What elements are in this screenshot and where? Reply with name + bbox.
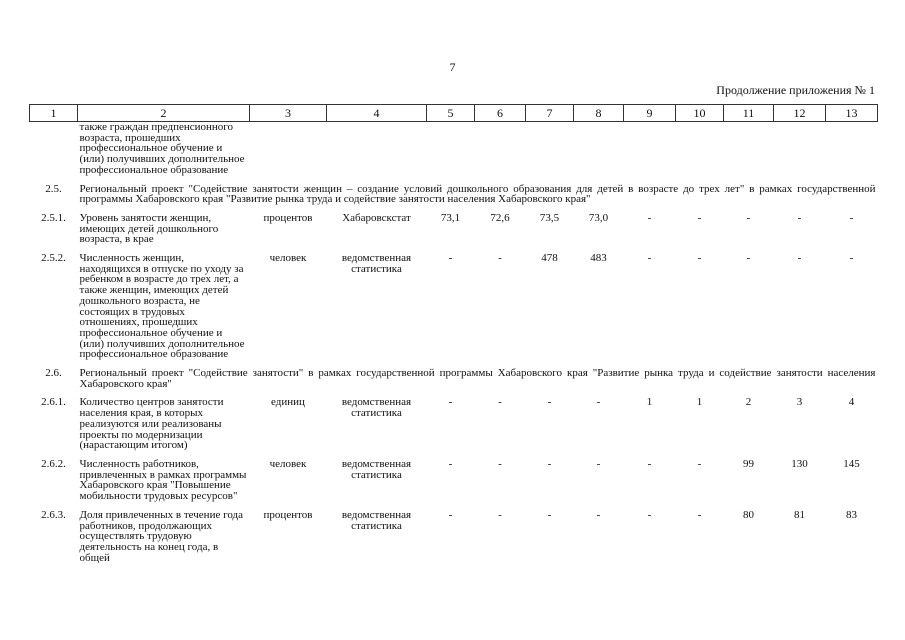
value-cell: 478 <box>541 253 558 265</box>
page-number: 7 <box>449 60 456 74</box>
unit-cell: процентов <box>263 212 313 224</box>
value-cell: - <box>797 253 802 265</box>
spacer-cell <box>30 389 878 397</box>
value-cell: - <box>498 397 502 409</box>
row-spacer <box>30 245 878 253</box>
row-number: 2.5.1. <box>41 212 66 224</box>
header-cell: 5 <box>427 105 475 122</box>
source-cell: ведомственная статистика <box>341 458 412 481</box>
value-cell: - <box>448 458 453 470</box>
row-spacer <box>30 502 878 510</box>
value-cell: - <box>547 509 552 521</box>
table-row <box>30 397 878 451</box>
table-row <box>30 459 878 502</box>
value-cell: 83 <box>846 509 857 521</box>
row-spacer <box>30 451 878 459</box>
row-number <box>30 122 78 176</box>
value-cell: 145 <box>843 458 860 470</box>
value-cell: 99 <box>743 458 754 470</box>
spacer-cell <box>30 176 878 184</box>
value-cell: - <box>448 397 453 409</box>
section-title: Региональный проект "Содействие занятости женщин – создание условий дошкольного образования для детей в возрасте до трех лет" в рамках государственной программы Хабаровского края "Развитие рынка труда и содействие занятости населения Хабаровского края" <box>79 183 876 205</box>
spacer-cell <box>30 451 878 459</box>
value-cell: - <box>547 397 552 409</box>
row-number: 2.6.2. <box>41 458 66 470</box>
unit-cell: единиц <box>271 397 305 409</box>
empty-cell <box>624 122 676 176</box>
value-cell: - <box>746 253 751 265</box>
header-cell: 3 <box>250 105 327 122</box>
empty-cell <box>826 122 878 176</box>
value-cell: - <box>448 509 453 521</box>
section-row <box>30 368 878 389</box>
spacer-cell <box>30 205 878 213</box>
value-cell: 73,0 <box>588 212 609 224</box>
indicator-name: также граждан предпенсионного возраста, прошедших профессиональное обучение и (или) получивших дополнительное профессиональное образование <box>79 121 245 176</box>
value-cell: 1 <box>646 397 653 409</box>
value-cell: - <box>596 509 601 521</box>
spacer-cell <box>30 245 878 253</box>
value-cell: 4 <box>848 397 855 409</box>
value-cell: 130 <box>791 458 808 470</box>
empty-cell <box>475 122 526 176</box>
header-cell: 12 <box>774 105 826 122</box>
row-number: 2.6.3. <box>41 509 66 521</box>
section-number: 2.5. <box>45 183 62 195</box>
indicator-name: Численность женщин, находящихся в отпуске по уходу за ребенком в возрасте до трех лет, а также женщин, имеющих детей дошкольного возраста, не состоящих в трудовых отношениях, прошедших профессиональное обучение и (или) получивших дополнительное профессиональное образование <box>79 253 245 361</box>
value-cell: 81 <box>794 509 805 521</box>
section-title: Региональный проект "Содействие занятости" в рамках государственной программы Хабаровского края "Развитие рынка труда и содействие занятости населения Хабаровского края" <box>79 368 876 390</box>
value-cell: - <box>498 253 502 265</box>
value-cell: 483 <box>590 253 607 265</box>
value-cell: - <box>697 509 702 521</box>
value-cell: - <box>596 397 601 409</box>
empty-cell <box>327 122 427 176</box>
value-cell: - <box>596 458 601 470</box>
value-cell: - <box>797 212 802 224</box>
empty-cell <box>774 122 826 176</box>
empty-cell <box>526 122 574 176</box>
unit-cell: человек <box>269 458 307 470</box>
header-cell: 9 <box>624 105 676 122</box>
value-cell: 1 <box>696 397 703 409</box>
value-cell: - <box>647 253 652 265</box>
source-cell: ведомственная статистика <box>341 397 412 420</box>
empty-cell <box>574 122 624 176</box>
header-cell: 2 <box>78 105 250 122</box>
header-cell: 4 <box>327 105 427 122</box>
header-cell: 1 <box>30 105 78 122</box>
empty-cell <box>427 122 475 176</box>
table-row <box>30 510 878 564</box>
value-cell: - <box>498 458 502 470</box>
value-cell: - <box>647 212 652 224</box>
value-cell: - <box>697 212 702 224</box>
value-cell: - <box>647 509 652 521</box>
header-cell: 10 <box>676 105 724 122</box>
unit-cell: процентов <box>263 509 313 521</box>
table-row <box>30 213 878 245</box>
empty-cell <box>250 122 327 176</box>
row-number: 2.6.1. <box>41 397 66 409</box>
source-cell: ведомственная статистика <box>341 509 412 532</box>
value-cell: 72,6 <box>490 212 510 224</box>
row-number: 2.5.2. <box>41 253 66 265</box>
value-cell: 80 <box>743 509 754 521</box>
indicator-name: Доля привлеченных в течение года работников, продолжающих осуществлять трудовую деятельность на конец года, в общей <box>79 509 243 564</box>
row-spacer <box>30 389 878 397</box>
value-cell: - <box>849 253 854 265</box>
empty-cell <box>724 122 774 176</box>
header-cell: 11 <box>724 105 774 122</box>
header-cell: 7 <box>526 105 574 122</box>
indicators-table <box>29 104 878 571</box>
indicator-name: Уровень занятости женщин, имеющих детей дошкольного возраста, в крае <box>79 212 219 246</box>
value-cell: - <box>697 253 702 265</box>
header-cell: 13 <box>826 105 878 122</box>
spacer-cell <box>30 502 878 510</box>
indicator-name: Численность работников, привлеченных в рамках программы Хабаровского края "Повышение мобильности трудовых ресурсов" <box>79 458 247 502</box>
source-cell: Хабаровскстат <box>342 212 411 224</box>
value-cell: - <box>647 458 652 470</box>
value-cell: 73,1 <box>440 212 461 224</box>
unit-cell: человек <box>269 253 307 265</box>
source-cell: ведомственная статистика <box>341 253 412 275</box>
value-cell: - <box>746 212 751 224</box>
section-number: 2.6. <box>45 368 62 380</box>
row-spacer <box>30 176 878 184</box>
value-cell: - <box>849 212 854 224</box>
value-cell: 73,5 <box>539 212 560 224</box>
value-cell: - <box>448 253 453 265</box>
spacer-cell <box>30 360 878 368</box>
table-row-continuation <box>30 122 878 176</box>
header-cell: 8 <box>574 105 624 122</box>
header-cell: 6 <box>475 105 526 122</box>
empty-cell <box>676 122 724 176</box>
value-cell: - <box>498 509 502 521</box>
row-spacer <box>30 360 878 368</box>
indicator-name: Количество центров занятости населения края, в которых реализуются или реализованы проекты по модернизации (нарастающим итогом) <box>79 397 224 451</box>
value-cell: 2 <box>745 397 752 409</box>
section-row <box>30 184 878 205</box>
spacer-cell <box>30 563 878 571</box>
continuation-note: Продолжение приложения № 1 <box>716 83 875 97</box>
value-cell: 3 <box>796 397 803 409</box>
row-spacer <box>30 205 878 213</box>
table-row <box>30 253 878 360</box>
row-spacer <box>30 563 878 571</box>
header-row <box>30 105 878 122</box>
value-cell: - <box>697 458 702 470</box>
value-cell: - <box>547 458 552 470</box>
